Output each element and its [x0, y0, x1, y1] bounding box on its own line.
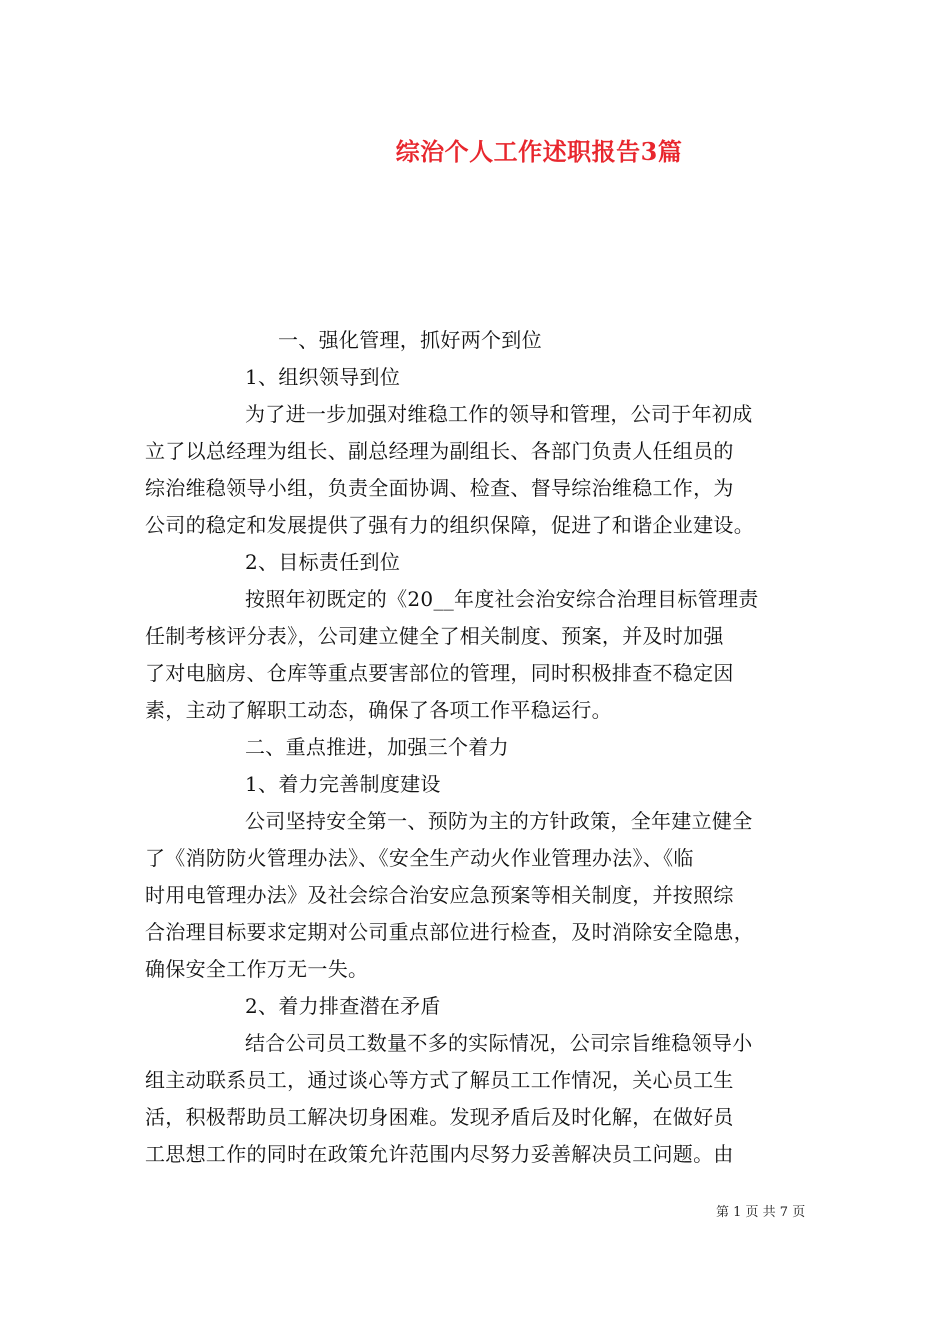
paragraph-line: 任制考核评分表》，公司建立健全了相关制度、预案，并及时加强: [145, 624, 724, 648]
paragraph-line: 确保安全工作万无一失。: [145, 957, 369, 981]
paragraph-line: 组主动联系员工，通过谈心等方式了解员工工作情况，关心员工生: [145, 1068, 734, 1092]
paragraph-line: 结合公司员工数量不多的实际情况，公司宗旨维稳领导小: [245, 1031, 753, 1055]
paragraph-line: 公司坚持安全第一、预防为主的方针政策，全年建立健全: [245, 809, 753, 833]
paragraph-line: 素，主动了解职工动态，确保了各项工作平稳运行。: [145, 698, 612, 722]
paragraph-line: 立了以总经理为组长、副总经理为副组长、各部门负责人任组员的: [145, 439, 734, 463]
paragraph-line: 工思想工作的同时在政策允许范围内尽努力妥善解决员工问题。由: [145, 1142, 734, 1166]
paragraph-line: 为了进一步加强对维稳工作的领导和管理，公司于年初成: [245, 402, 753, 426]
section-heading: 1、组织领导到位: [245, 365, 401, 389]
paragraph-line: 综治维稳领导小组，负责全面协调、检查、督导综治维稳工作，为: [145, 476, 734, 500]
paragraph-line: 时用电管理办法》及社会综合治安应急预案等相关制度，并按照综: [145, 883, 734, 907]
section-heading: 1、着力完善制度建设: [245, 772, 441, 796]
paragraph-line: 了《消防防火管理办法》、《安全生产动火作业管理办法》、《临: [145, 846, 694, 870]
page-number: 第 1 页 共 7 页: [716, 1205, 806, 1220]
document-body: [145, 322, 825, 1173]
paragraph-line: 公司的稳定和发展提供了强有力的组织保障，促进了和谐企业建设。: [145, 513, 754, 537]
section-heading: 一、强化管理，抓好两个到位: [278, 328, 542, 352]
section-heading: 2、目标责任到位: [245, 550, 401, 574]
document-title: 综治个人工作述职报告3篇: [395, 137, 683, 166]
paragraph-line: 活，积极帮助员工解决切身困难。发现矛盾后及时化解，在做好员: [145, 1105, 734, 1129]
paragraph-line: 了对电脑房、仓库等重点要害部位的管理，同时积极排查不稳定因: [145, 661, 734, 685]
paragraph-line: 按照年初既定的《20__年度社会治安综合治理目标管理责: [245, 587, 759, 611]
section-heading: 2、着力排查潜在矛盾: [245, 994, 441, 1018]
paragraph-line: 合治理目标要求定期对公司重点部位进行检查，及时消除安全隐患，: [145, 920, 754, 944]
section-heading: 二、重点推进，加强三个着力: [245, 735, 509, 759]
